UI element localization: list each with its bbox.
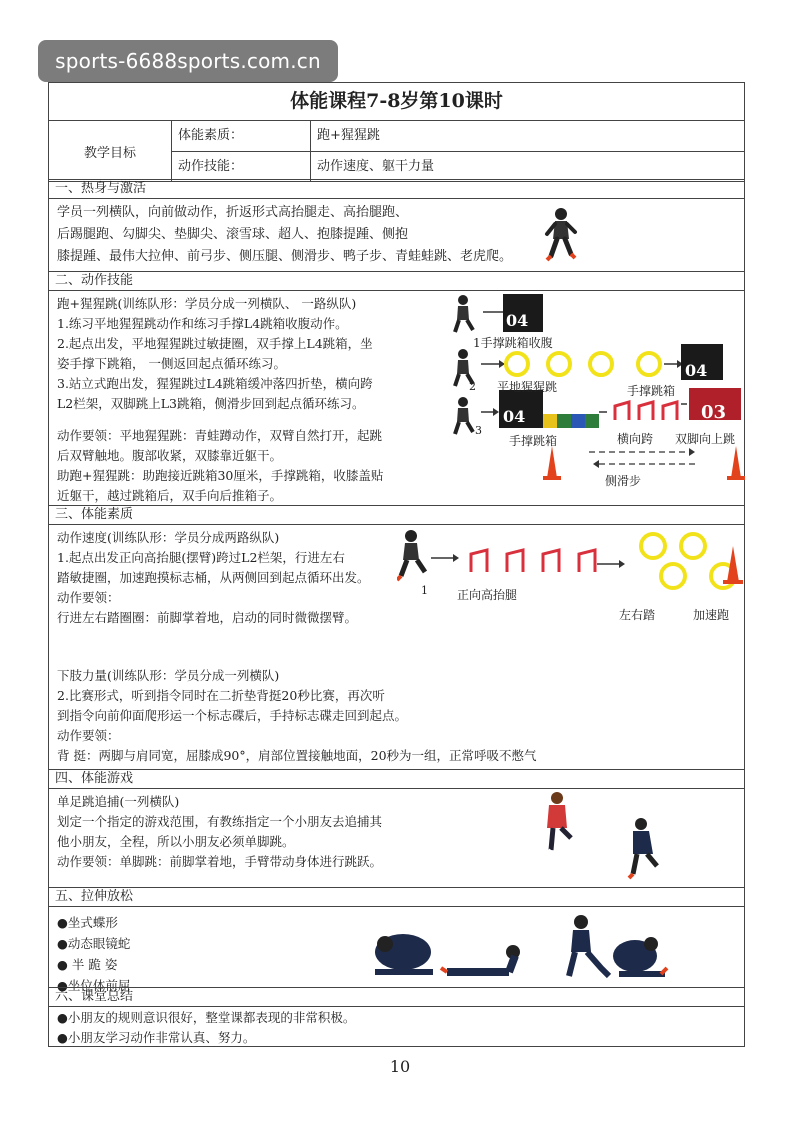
- section-game: [49, 769, 744, 888]
- list-item: ●小朋友的规则意识很好，整堂课都表现的非常积极。: [57, 1010, 356, 1025]
- text-line: 后踢腿跑、勾脚尖、垫脚尖、滚雪球、超人、抱膝提踵、侧抱: [57, 227, 409, 242]
- section-text: [57, 294, 383, 506]
- hopping-children-icon: [537, 788, 677, 884]
- diagram-label: 加速跑: [693, 608, 730, 622]
- section-heading: 一、热身与激活: [49, 180, 744, 199]
- text-line: 背 挺：两脚与肩同宽，屈膝成90°，肩部位置接触地面，20秒为一组，正常呼吸不憋气: [57, 748, 537, 763]
- page-title: 体能课程7-8岁第10课时: [49, 83, 744, 121]
- text-line: 跑+猩猩跳(训练队形：学员分成一列横队、 一路纵队): [57, 296, 357, 311]
- section-heading: 五、拉伸放松: [49, 888, 744, 907]
- list-item: ●坐式蝶形: [57, 915, 118, 930]
- hoop-icon: [506, 353, 528, 375]
- hurdle-icon: [663, 402, 677, 420]
- hoop-icon: [548, 353, 570, 375]
- goal-key: 体能素质：: [172, 121, 311, 151]
- row-number: 3: [475, 424, 482, 437]
- text-line: 3.站立式跑出发，猩猩跳过L4跳箱缓冲落四折垫，横向跨: [57, 376, 373, 391]
- running-child-icon: [543, 206, 579, 266]
- text-line: 1.练习平地猩猩跳动作和练习手撑L4跳箱收腹动作。: [57, 316, 348, 331]
- text-line: 动作要领：平地猩猩跳：青蛙蹲动作，双臂自然打开，起跳: [57, 428, 383, 443]
- text-line: 膝提踵、最伟大拉伸、前弓步、侧压腿、侧滑步、鸭子步、青蛙蛙跳、老虎爬。: [57, 249, 513, 264]
- diagram-label: 双脚向上跳: [675, 432, 736, 446]
- hoop-icon: [641, 534, 665, 558]
- hoop-icon: [681, 534, 705, 558]
- section-heading: 三、体能素质: [49, 506, 744, 525]
- text-line: 下肢力量(训练队形：学员分成一列横队): [57, 668, 280, 683]
- child-figure-icon: [397, 530, 425, 580]
- cone-icon: [547, 446, 557, 478]
- box-number: 04: [685, 361, 708, 380]
- text-line: 动作要领：单脚跳：前脚掌着地，手臂带动身体进行跳跃。: [57, 854, 383, 869]
- text-line: 1.起点出发正向高抬腿(摆臂)跨过L2栏架，行进左右: [57, 550, 345, 565]
- section-text: [57, 202, 512, 268]
- section-fitness: [49, 505, 744, 770]
- lesson-plan-table: [48, 82, 745, 1047]
- section-warmup: [49, 179, 744, 272]
- section-summary: [49, 987, 744, 1049]
- goal-value: 动作速度、躯干力量: [317, 158, 435, 174]
- diagram-label: 横向跨: [617, 432, 654, 446]
- diagram-label: 正向高抬腿: [457, 588, 518, 602]
- hurdle-icon: [507, 550, 523, 572]
- box-number: 04: [506, 311, 529, 330]
- text-line: 后双臂触地。腹部收紧，双膝靠近躯干。: [57, 448, 283, 463]
- text-line: 他小朋友，全程，所以小朋友必须单脚跳。: [57, 834, 295, 849]
- row-number: 1: [421, 584, 428, 597]
- list-item: ●小朋友学习动作非常认真、努力。: [57, 1030, 256, 1045]
- stretch-poses-icon: [369, 912, 669, 986]
- diagram-label: 侧滑步: [605, 474, 642, 488]
- text-line: 动作速度(训练队形：学员分成两路纵队): [57, 530, 280, 545]
- hurdle-icon: [471, 550, 487, 572]
- section-text: [57, 666, 537, 766]
- section-heading: 六、课堂总结: [49, 988, 744, 1007]
- hurdle-icon: [615, 402, 629, 420]
- text-line: 姿手撑下跳箱， 一侧返回起点循环练习。: [57, 356, 286, 371]
- goal-key: 动作技能：: [172, 152, 311, 182]
- cone-icon: [731, 446, 741, 478]
- section-stretch: [49, 887, 744, 993]
- text-line: 学员一列横队，向前做动作，折返形式高抬腿走、高抬腿跑、: [57, 205, 409, 220]
- goal-row-fitness: [172, 121, 744, 151]
- text-line: 划定一个指定的游戏范围，有教练指定一个小朋友去追捕其: [57, 814, 383, 829]
- text-line: L2栏架，双脚跳上L3跳箱，侧滑步回到起点循环练习。: [57, 396, 365, 411]
- list-item: ●坐位体前屈: [57, 978, 131, 993]
- teaching-goal-block: [49, 121, 744, 182]
- text-line: 近躯干，越过跳箱后，双手向后推箱子。: [57, 488, 283, 503]
- diagram-label: 平地猩猩跳: [497, 380, 558, 394]
- section-heading: 二、动作技能: [49, 272, 744, 291]
- diagram-label: 1手撑跳箱收腹: [473, 336, 553, 350]
- skills-diagram: [449, 292, 745, 504]
- text-line: 到指令向前仰面爬形运一个标志碟后，手持标志碟走回到起点。: [57, 708, 408, 723]
- hurdle-icon: [579, 550, 595, 572]
- diagram-label: 手撑跳箱: [509, 434, 558, 448]
- section-text: [57, 792, 382, 872]
- section-text: [57, 528, 370, 628]
- child-figure-icon: [455, 397, 473, 434]
- text-line: 2.起点出发，平地猩猩跳过敏捷圈，双手撑上L4跳箱，坐: [57, 336, 373, 351]
- list-item: ● 半 跪 姿: [57, 957, 118, 972]
- section-skills: [49, 271, 744, 506]
- hoop-icon: [661, 564, 685, 588]
- list-item: ●动态眼镜蛇: [57, 936, 131, 951]
- box-number: 04: [503, 407, 526, 426]
- hurdle-icon: [543, 550, 559, 572]
- goal-value: 跑+猩猩跳: [317, 128, 380, 143]
- section-text: [57, 912, 130, 996]
- text-line: 动作要领：: [57, 590, 120, 605]
- text-line: 助跑+猩猩跳：助跑接近跳箱30厘米，手撑跳箱，收膝盖贴: [57, 468, 384, 483]
- row-number: 2: [469, 380, 476, 393]
- text-line: 单足跳追捕(一列横队): [57, 794, 180, 809]
- box-number: 03: [701, 402, 727, 423]
- section-heading: 四、体能游戏: [49, 770, 744, 789]
- diagram-label: 左右踏: [619, 608, 656, 622]
- text-line: 行进左右踏圈圈：前脚掌着地，启动的同时微微摆臂。: [57, 610, 358, 625]
- goal-row-skill: [172, 151, 744, 182]
- text-line: 动作要领：: [57, 728, 120, 743]
- section-text: [57, 1008, 355, 1048]
- text-line: 2.比赛形式，听到指令同时在二折垫背挺20秒比赛，再次听: [57, 688, 385, 703]
- diagram-label: 手撑跳箱: [627, 384, 676, 398]
- child-figure-icon: [455, 295, 473, 332]
- page-number: 10: [389, 1057, 411, 1076]
- goal-label: 教学目标: [49, 121, 172, 181]
- text-line: 踏敏捷圈，加速跑摸标志桶，从两侧回到起点循环出发。: [57, 570, 370, 585]
- folding-mat-icon: [585, 414, 599, 428]
- hoop-icon: [590, 353, 612, 375]
- hoop-icon: [638, 353, 660, 375]
- watermark: sports-6688sports.com.cn: [38, 40, 338, 82]
- hurdle-icon: [639, 402, 653, 420]
